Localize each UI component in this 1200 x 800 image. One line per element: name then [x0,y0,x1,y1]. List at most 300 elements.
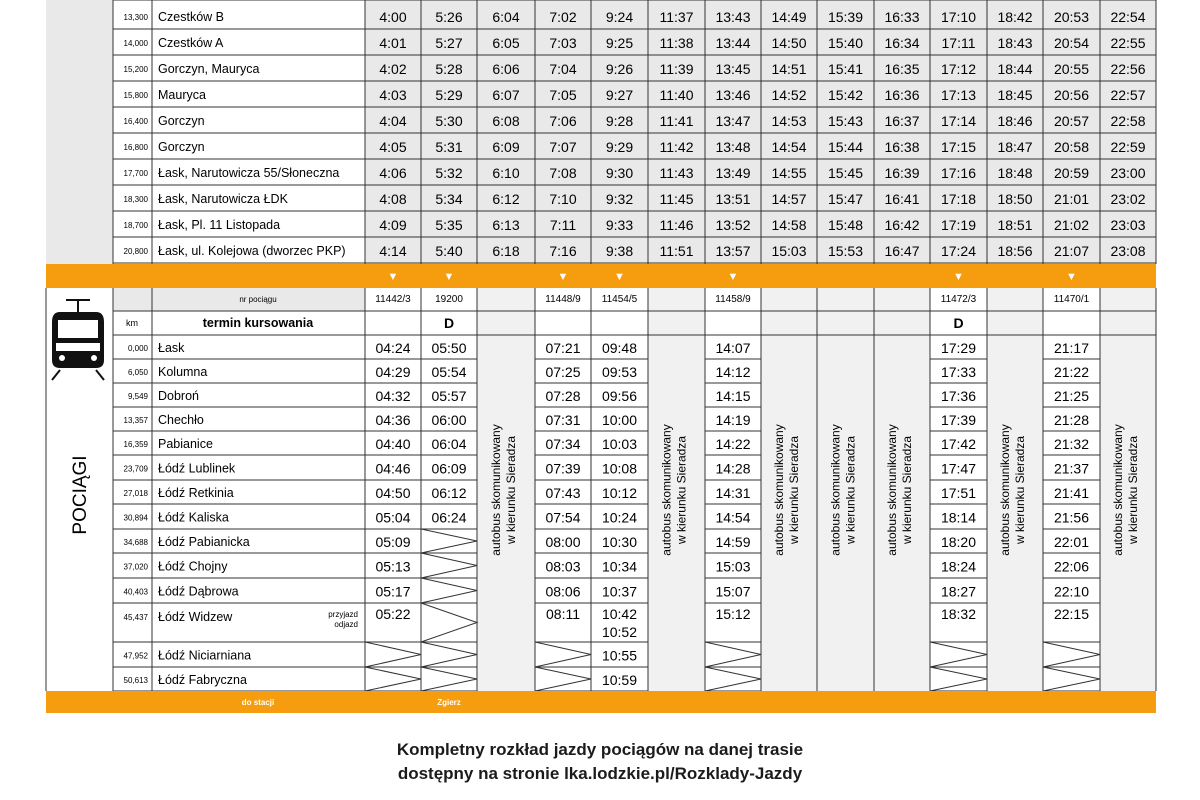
bus-time-cell: 14:58 [771,217,807,233]
orange-band [46,264,1156,288]
train-row-station: Łódź Niciarniana [158,648,252,663]
train-time-cell: 09:48 [601,340,638,356]
train-row-station: Łódź Lublinek [158,461,236,476]
train-header-km-bg [113,288,152,311]
bus-row-km: 13,300 [123,13,148,22]
bus-time-cell: 9:38 [605,243,634,259]
down-arrow-icon: ▼ [727,271,739,283]
bottom-bar-left: do stacji [241,698,275,707]
bus-time-cell: 18:56 [997,243,1033,259]
bus-time-cell: 6:12 [492,191,520,207]
bus-time-cell: 4:01 [379,35,407,51]
no-stop-mark [421,667,477,691]
train-time-cell: 09:56 [601,388,638,404]
train-time-cell: 04:50 [375,485,411,501]
bus-time-cell: 9:27 [605,87,634,103]
bus-time-cell: 7:08 [549,165,577,181]
bus-note-line-2: w kierunku Sieradza [1013,435,1027,545]
footer-line-1: Kompletny rozkład jazdy pociągów na danej trasie [396,740,804,759]
train-time-cell: 22:10 [1053,583,1090,600]
down-arrow-icon: ▼ [443,271,455,283]
bus-time-cell: 4:03 [379,87,407,103]
bus-time-cell: 16:37 [884,113,920,129]
down-arrow-icon: ▼ [557,271,569,283]
bus-time-cell: 5:30 [435,113,463,129]
train-time-cell: 07:25 [545,364,581,380]
train-time-cell: 07:39 [545,460,581,477]
bus-time-cell: 22:54 [1110,9,1146,25]
bus-time-cell: 9:26 [605,61,634,77]
train-time-cell: 17:42 [940,436,977,452]
bus-time-cell: 18:46 [997,113,1033,129]
train-time-cell: 10:08 [601,460,638,477]
departure-label: odjazd [334,620,358,629]
bus-row-km: 15,800 [123,91,148,100]
train-row-station: Łódź Chojny [158,559,228,574]
bus-row-station: Gorczyn [158,114,205,128]
bus-time-cell: 15:03 [771,243,807,259]
train-time-cell: 07:43 [545,485,581,501]
bus-time-cell: 5:40 [435,243,463,259]
bus-time-cell: 11:42 [659,139,694,155]
bus-time-cell: 16:35 [884,61,920,77]
bus-time-cell: 13:52 [715,217,751,233]
bus-row-km: 17,700 [123,169,148,178]
bus-time-cell: 16:41 [884,191,920,207]
train-time-cell: 06:24 [431,509,467,526]
train-number: 19200 [435,294,463,305]
no-stop-mark [535,642,591,667]
train-time-cell: 08:11 [546,606,580,622]
train-time-cell: 04:32 [375,388,411,404]
bus-time-cell: 5:32 [435,165,463,181]
train-number: 11472/3 [940,294,977,305]
bus-time-cell: 7:04 [549,61,577,77]
train-time-cell: 21:17 [1053,340,1090,356]
bus-time-cell: 17:12 [940,61,977,77]
train-time-cell: 17:29 [940,340,977,356]
bottom-bar [46,691,1156,713]
train-number: 11442/3 [375,294,411,305]
bus-time-cell: 5:28 [435,61,463,77]
train-row-station: Łódź Kaliska [158,510,229,525]
train-number: 11470/1 [1053,294,1090,305]
bus-time-cell: 17:11 [941,35,976,51]
bus-note-line-1: autobus skomunikowany [828,424,843,556]
train-row-km: 27,018 [123,489,148,498]
train-time-cell: 14:22 [715,436,751,452]
bus-time-cell: 16:42 [884,217,920,233]
no-stop-mark [1043,642,1100,667]
bus-time-cell: 22:55 [1110,35,1146,51]
km-header: km [126,318,138,328]
bus-time-cell: 11:46 [659,217,694,233]
train-time-cell: 18:24 [940,558,977,575]
bus-time-cell: 23:02 [1110,191,1146,207]
bus-time-cell: 6:09 [492,139,520,155]
no-stop-mark [421,529,477,553]
train-time-cell: 17:39 [940,412,977,428]
bus-time-cell: 11:43 [659,165,694,181]
bus-time-cell: 21:02 [1053,217,1090,233]
train-time-cell: 14:07 [715,340,751,356]
bus-time-cell: 11:51 [659,243,694,259]
train-row-station: Łódź Dąbrowa [158,584,239,599]
bus-time-cell: 5:35 [435,217,463,233]
bus-note-line-2: w kierunku Sieradza [504,435,518,545]
bus-time-cell: 11:40 [659,87,694,103]
train-time-cell: 10:59 [601,672,638,688]
bus-time-cell: 4:09 [379,217,407,233]
bus-time-cell: 18:44 [997,61,1033,77]
train-time-cell: 07:28 [545,388,581,404]
bus-time-cell: 6:08 [492,113,520,129]
bus-time-cell: 20:57 [1053,113,1090,129]
no-stop-mark [705,642,761,667]
bus-row-station: Łask, Pl. 11 Listopada [158,218,281,232]
no-stop-mark [535,667,591,691]
bus-time-cell: 7:03 [549,35,577,51]
bus-time-cell: 17:15 [940,139,977,155]
bus-time-cell: 20:53 [1053,9,1090,25]
train-time-cell: 15:07 [715,583,751,600]
bus-time-cell: 7:02 [549,9,577,25]
no-stop-mark [421,603,477,642]
bus-time-cell: 11:45 [659,191,694,207]
train-time-cell: 18:32 [940,606,977,622]
bus-time-cell: 23:08 [1110,243,1146,259]
bus-time-cell: 15:40 [827,35,864,51]
bus-time-cell: 7:16 [549,243,577,259]
down-arrow-icon: ▼ [387,271,399,283]
train-time-cell: 14:15 [715,388,751,404]
bus-time-cell: 6:13 [492,217,520,233]
train-time-cell: 21:25 [1053,388,1090,404]
no-stop-mark [421,553,477,578]
bus-time-cell: 14:50 [771,35,807,51]
train-time-cell: 10:24 [601,509,638,526]
bus-time-cell: 4:05 [379,139,407,155]
bus-time-cell: 14:54 [771,139,807,155]
train-row-station: Łódź Widzew [158,610,233,624]
bus-time-cell: 22:59 [1110,139,1146,155]
train-time-cell: 06:04 [431,436,467,452]
bus-time-cell: 9:33 [605,217,634,233]
bus-row-km: 14,000 [123,39,148,48]
train-time-cell: 14:31 [715,485,751,501]
bus-note-line-1: autobus skomunikowany [885,424,899,556]
arrival-label: przyjazd [328,610,358,619]
train-time-cell: 05:04 [375,509,411,526]
train-time-cell: 22:01 [1053,534,1090,550]
bus-time-cell: 22:57 [1110,87,1146,103]
bus-row-station: Czestków B [158,10,224,24]
train-time-cell: 05:13 [375,558,411,575]
bus-time-cell: 4:00 [379,9,407,25]
train-number: 11458/9 [715,294,751,305]
bus-time-cell: 6:07 [492,87,520,103]
bus-row-km: 15,200 [123,65,148,74]
train-time-cell: 21:56 [1053,509,1090,526]
bus-time-cell: 15:48 [827,217,864,233]
bus-time-cell: 16:34 [884,35,920,51]
train-row-km: 34,688 [123,538,148,547]
bus-time-cell: 14:52 [771,87,807,103]
train-time-cell: 06:12 [431,485,467,501]
bus-time-cell: 11:38 [659,35,694,51]
bus-note-line-1: autobus skomunikowany [489,424,503,556]
bus-time-cell: 16:39 [884,165,920,181]
train-time-cell: 06:09 [431,460,467,477]
bus-time-cell: 14:57 [771,191,807,207]
train-row-station: Kolumna [158,365,208,379]
train-row-station: Łask [158,341,185,355]
train-time-cell: 08:06 [545,583,581,600]
term-code: D [443,315,455,331]
train-row-km: 23,709 [123,464,148,474]
bus-time-cell: 6:10 [492,165,520,181]
bus-time-cell: 4:06 [379,165,407,181]
bus-time-cell: 9:28 [605,113,634,129]
train-time-cell: 08:03 [545,558,581,575]
train-time-cell: 21:41 [1053,485,1090,501]
train-time-cell: 05:57 [431,388,467,404]
no-stop-mark [1043,667,1100,691]
train-row-km: 6,050 [127,368,148,377]
no-stop-mark [421,578,477,603]
bus-note-line-2: w kierunku Sieradza [843,435,858,545]
bus-time-cell: 6:04 [492,9,520,25]
bus-time-cell: 23:03 [1110,217,1146,233]
train-row-station: Dobroń [158,389,199,403]
train-row-station: Pabianice [158,437,213,451]
bus-time-cell: 22:58 [1110,113,1146,129]
train-time-cell: 05:50 [431,340,467,356]
train-time-cell: 15:03 [715,558,751,575]
bus-row-km: 16,800 [123,143,148,152]
train-number: 11454/5 [601,294,638,305]
bus-time-cell: 21:07 [1053,243,1090,259]
bus-time-cell: 15:45 [827,165,864,181]
bus-time-cell: 13:47 [715,113,751,129]
bus-row-km: 18,300 [123,195,148,204]
bus-time-cell: 15:44 [827,139,864,155]
bus-note-line-2: w kierunku Sieradza [787,435,801,545]
train-time-cell: 22:06 [1053,558,1090,575]
bus-time-cell: 17:10 [940,9,977,25]
bus-time-cell: 5:34 [435,191,463,207]
down-arrow-icon: ▼ [614,271,625,283]
bus-time-cell: 17:19 [940,217,977,233]
bus-time-cell: 17:14 [940,113,977,129]
bus-time-cell: 13:46 [715,87,751,103]
bus-time-cell: 9:24 [605,9,634,25]
trains-side-label: POCIĄGI [70,455,91,535]
train-time-cell: 05:54 [431,364,467,380]
train-time-cell: 07:54 [545,509,581,526]
train-time-cell: 10:03 [601,436,638,452]
bus-time-cell: 7:11 [549,217,577,233]
bus-time-cell: 11:41 [659,113,694,129]
bus-time-cell: 13:49 [715,165,751,181]
bus-time-cell: 16:33 [884,9,920,25]
bus-time-cell: 17:18 [940,191,977,207]
bus-note-line-1: autobus skomunikowany [998,424,1012,556]
train-row-km: 0,000 [127,344,148,353]
train-time-cell: 10:30 [601,534,638,550]
bus-time-cell: 9:32 [605,191,634,207]
train-time-cell: 14:59 [715,534,751,550]
train-time-cell: 07:31 [545,412,581,428]
train-time-cell: 04:24 [375,340,411,356]
bus-row-station: Gorczyn, Mauryca [158,62,260,76]
train-time-cell: 21:28 [1053,412,1090,428]
bus-row-km: 18,700 [123,221,148,230]
bus-row-station: Czestków A [158,36,224,50]
train-row-km: 37,020 [123,562,148,572]
train-time-cell: 10:55 [601,647,638,664]
train-row-station: Łódź Retkinia [158,486,234,500]
bus-time-cell: 18:50 [997,191,1033,207]
bus-time-cell: 13:44 [715,35,751,51]
bus-note-line-1: autobus skomunikowany [1111,424,1125,556]
bus-row-station: Łask, ul. Kolejowa (dworzec PKP) [158,244,346,258]
bus-time-cell: 13:48 [715,139,751,155]
bus-time-cell: 16:47 [884,243,920,259]
train-time-cell: 14:54 [715,509,751,526]
bus-time-cell: 9:29 [605,139,634,155]
bus-time-cell: 5:31 [435,139,463,155]
train-time-cell: 07:34 [545,436,581,452]
train-time-cell: 10:12 [601,485,638,501]
bus-row-station: Łask, Narutowicza ŁDK [158,192,288,206]
train-time-cell: 18:27 [940,583,977,600]
bus-time-cell: 11:37 [659,9,694,25]
bus-note-line-2: w kierunku Sieradza [1126,435,1140,545]
bus-row-km: 16,400 [123,117,148,126]
bus-row-station: Gorczyn [158,140,205,154]
train-time-cell: 14:19 [715,412,751,428]
train-time-cell: 18:20 [940,534,977,550]
bus-time-cell: 20:54 [1053,35,1090,51]
bus-time-cell: 18:48 [997,165,1033,181]
train-time-cell: 04:46 [375,460,411,477]
bottom-bar-right: Zgierz [437,698,461,707]
train-time-cell: 14:12 [715,364,751,380]
train-time-cell: 04:40 [375,436,411,452]
train-time-cell: 06:00 [431,412,467,428]
bus-row-station: Mauryca [158,88,206,102]
term-header: termin kursowania [202,316,314,330]
bus-time-cell: 7:10 [549,191,577,207]
bus-row-km: 20,800 [123,247,148,256]
bus-time-cell: 7:07 [549,139,577,155]
train-time-cell: 05:22 [375,606,411,622]
train-time-cell: 21:32 [1053,436,1090,452]
train-time-cell: 05:09 [375,534,411,550]
train-row-station: Chechło [158,413,204,427]
bus-time-cell: 7:05 [549,87,577,103]
bus-time-cell: 4:08 [379,191,407,207]
train-time-cell: 05:17 [375,583,411,600]
bus-time-cell: 9:30 [605,165,634,181]
train-number-header: nr pociągu [239,295,277,304]
bus-time-cell: 5:27 [435,35,463,51]
bus-time-cell: 14:51 [771,61,807,77]
train-row-km: 40,403 [123,587,148,597]
bus-time-cell: 14:53 [771,113,807,129]
bus-time-cell: 18:45 [997,87,1033,103]
bus-time-cell: 22:56 [1110,61,1146,77]
bus-time-cell: 4:02 [379,61,407,77]
bus-time-cell: 6:05 [492,35,520,51]
train-time-cell: 10:42 [601,606,638,622]
no-stop-mark [930,667,987,691]
train-row-km: 50,613 [123,676,148,685]
train-time-cell: 17:51 [940,485,977,501]
train-row-km: 45,437 [123,613,148,622]
no-stop-mark [365,667,421,691]
train-row-km: 47,952 [123,651,148,661]
train-time-cell: 07:21 [545,340,581,356]
bus-time-cell: 13:57 [715,243,751,259]
bus-time-cell: 18:51 [997,217,1033,233]
bus-time-cell: 17:13 [940,87,977,103]
down-arrow-icon: ▼ [953,271,964,283]
train-row-km: 9,549 [127,392,148,401]
bus-time-cell: 17:24 [940,243,977,259]
bus-time-cell: 11:39 [659,61,694,77]
bus-time-cell: 14:49 [771,9,807,25]
footer-note [0,738,1200,786]
bus-time-cell: 6:18 [492,243,520,259]
train-time-cell-dep: 10:52 [601,624,638,640]
bus-time-cell: 16:36 [884,87,920,103]
train-time-cell: 15:12 [715,606,751,622]
bus-time-cell: 18:42 [997,9,1033,25]
bus-row-station: Łask, Narutowicza 55/Słoneczna [158,166,340,180]
train-time-cell: 21:37 [1053,460,1090,477]
no-stop-mark [705,667,761,691]
train-row-station: Łódź Fabryczna [158,673,247,687]
no-stop-mark [365,642,421,667]
bus-time-cell: 13:45 [715,61,751,77]
bus-time-cell: 15:53 [827,243,864,259]
footer-line-2: dostępny na stronie lka.lodzkie.pl/Rozklady-Jazdy [397,764,803,783]
train-number: 11448/9 [545,294,581,305]
bus-time-cell: 17:16 [940,165,977,181]
bus-time-cell: 20:56 [1053,87,1090,103]
bus-time-cell: 20:59 [1053,165,1090,181]
train-time-cell: 10:34 [601,558,638,575]
train-time-cell: 21:22 [1053,364,1090,380]
bus-time-cell: 5:29 [435,87,463,103]
bus-time-cell: 20:55 [1053,61,1090,77]
bus-time-cell: 5:26 [435,9,463,25]
bus-time-cell: 15:39 [827,9,864,25]
no-stop-mark [421,642,477,667]
train-row-station: Łódź Pabianicka [158,535,250,549]
train-time-cell: 22:15 [1053,606,1090,622]
train-time-cell: 17:36 [940,388,977,404]
bus-note-line-2: w kierunku Sieradza [674,435,689,545]
bus-note-line-2: w kierunku Sieradza [900,435,914,545]
bus-time-cell: 13:51 [715,191,751,207]
bus-time-cell: 4:14 [379,243,407,259]
bus-time-cell: 15:47 [827,191,864,207]
bus-time-cell: 9:25 [605,35,634,51]
train-time-cell: 09:53 [601,364,638,380]
